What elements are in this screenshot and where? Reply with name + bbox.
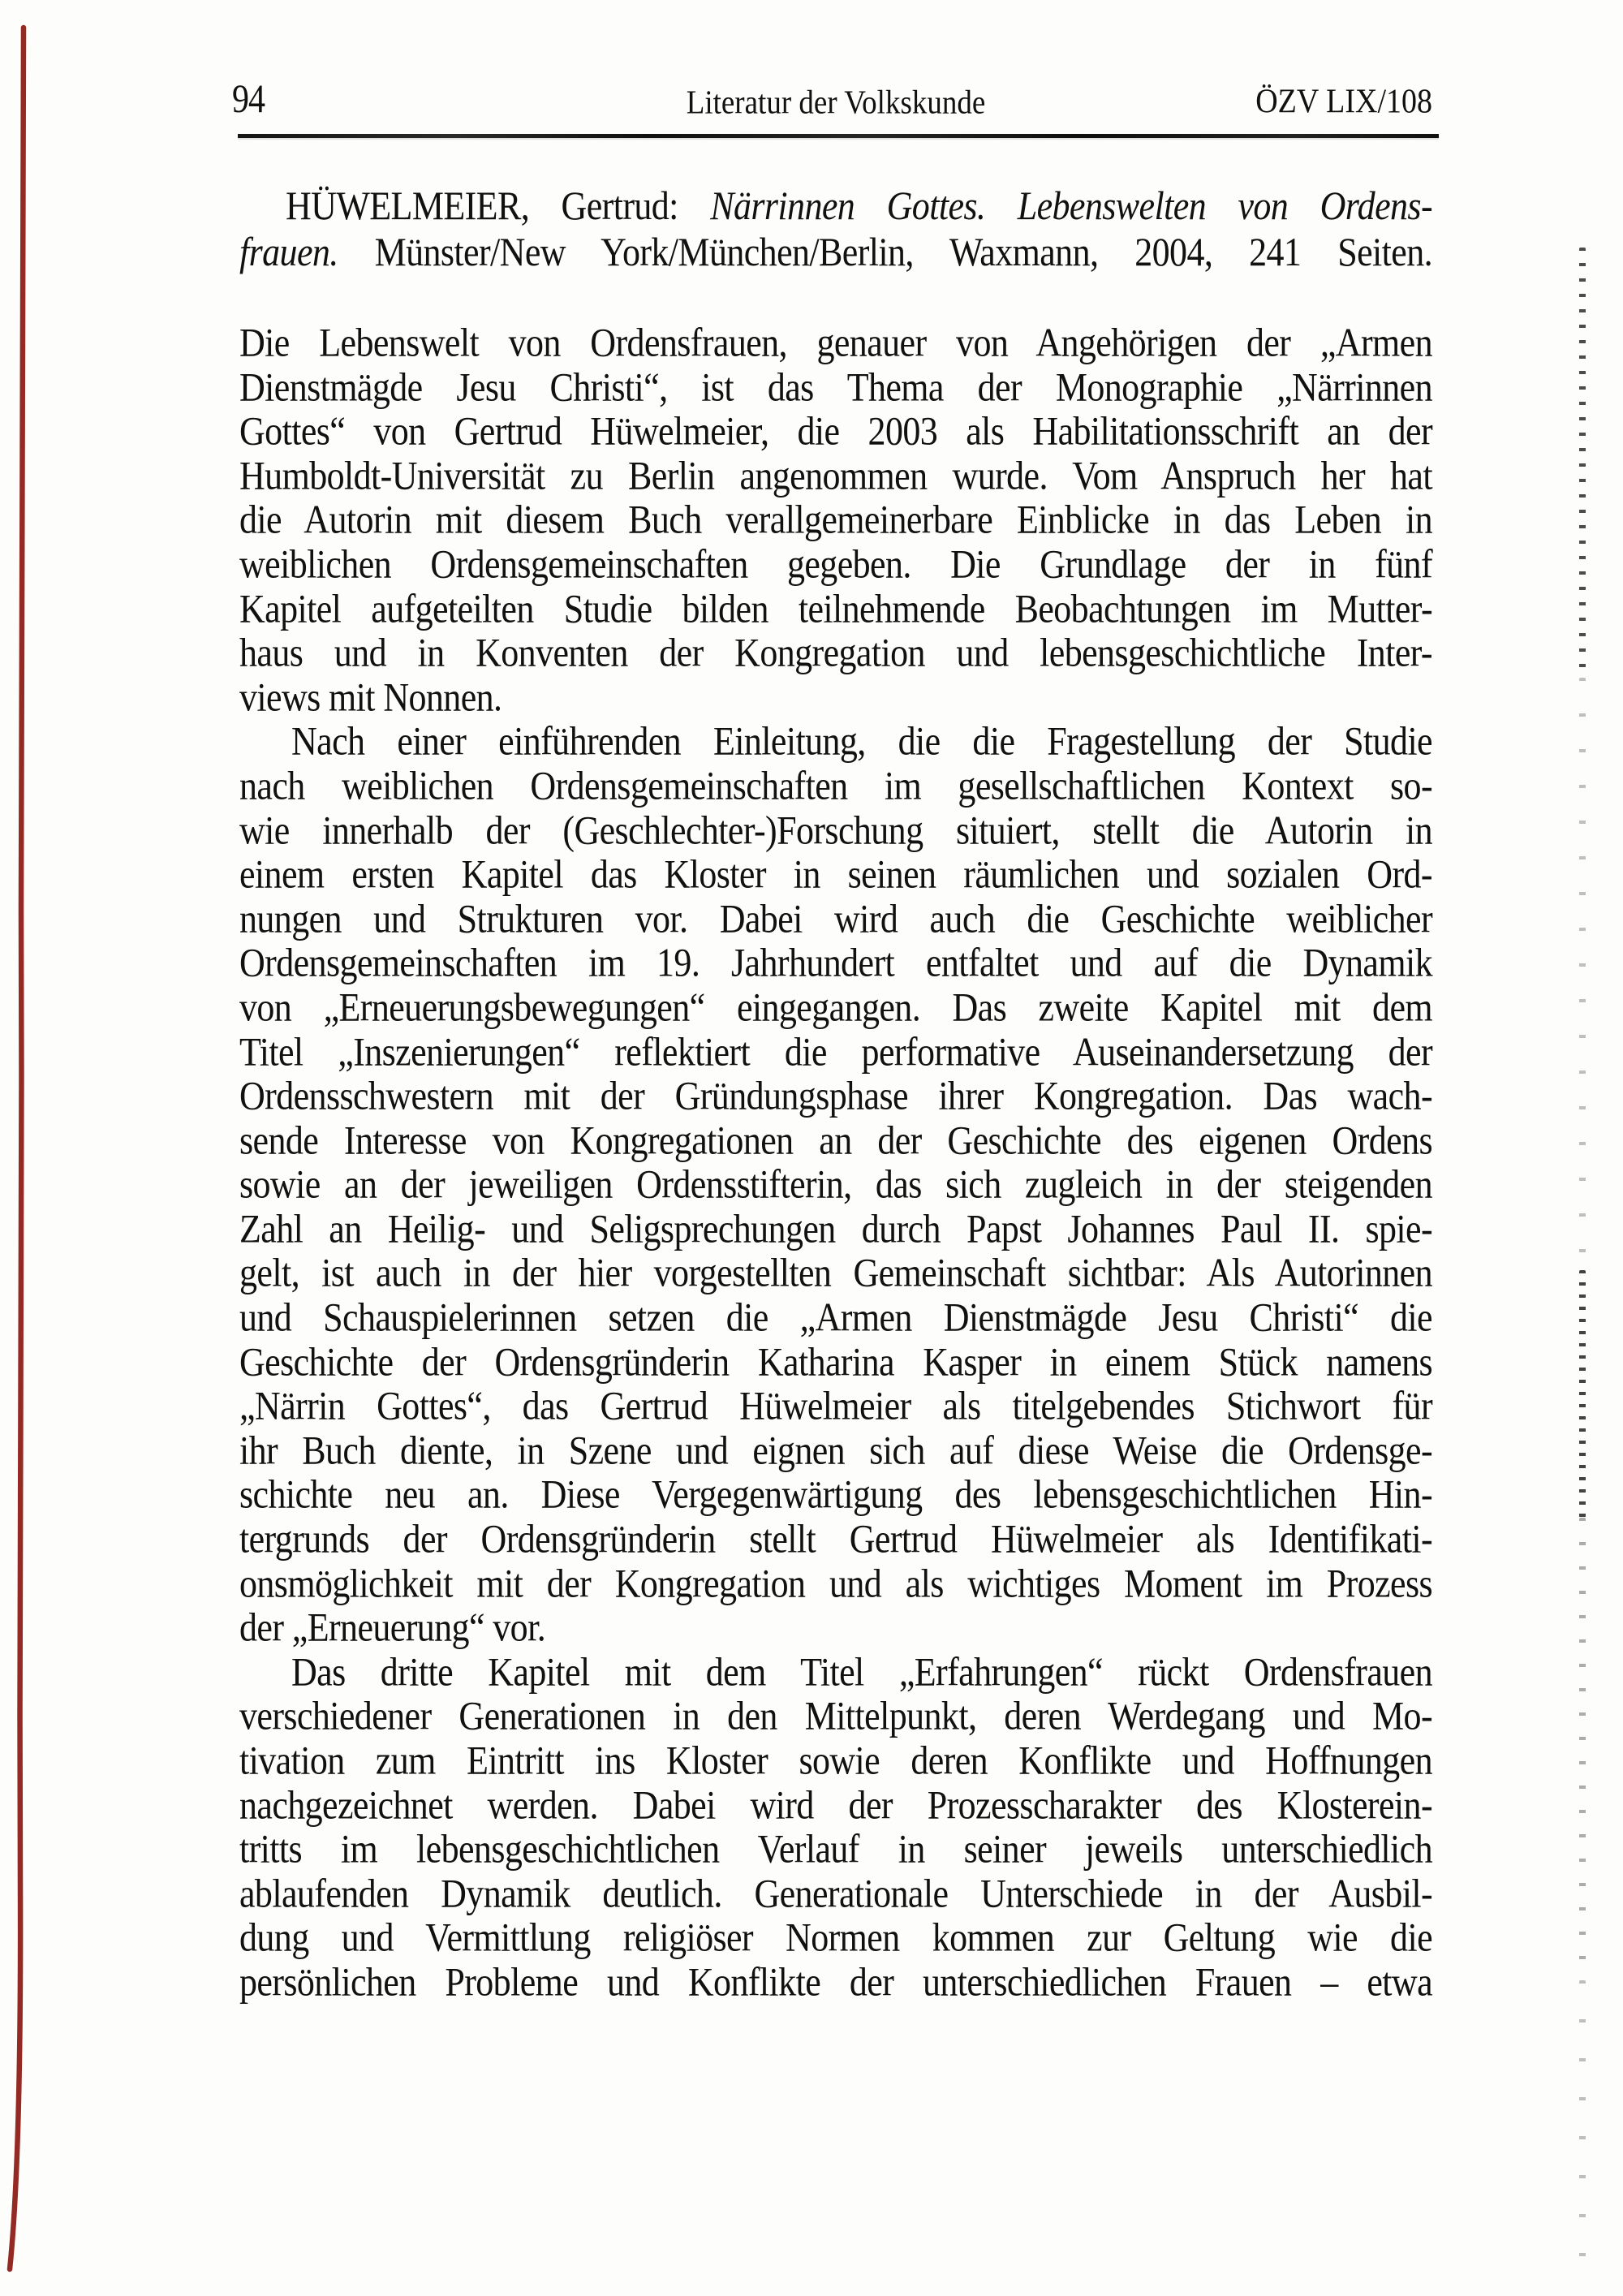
text-line: onsmöglichkeit mit der Kongregation und als wichtiges Moment im Prozess — [239, 1560, 1432, 1606]
text-line: „Närrin Gottes“, das Gertrud Hüwelmeier als titelgebendes Stichwort für — [239, 1383, 1432, 1428]
text-line: einem ersten Kapitel das Kloster in seinen räumlichen und sozialen Ord- — [239, 851, 1432, 897]
text-line: ablaufenden Dynamik deutlich. Generationale Unterschiede in der Ausbil- — [239, 1871, 1432, 1916]
text-line: gelt, ist auch in der hier vorgestellten Gemeinschaft sichtbar: Als Autorinnen — [239, 1250, 1432, 1296]
text-line: Titel „Inszenierungen“ reflektiert die performative Auseinandersetzung der — [239, 1028, 1432, 1075]
review-text — [239, 318, 1432, 2005]
text-line: sowie an der jeweiligen Ordensstifterin, das sich zugleich in der steigenden — [239, 1161, 1432, 1207]
citation-author: HÜWELMEIER, Gertrud: — [286, 183, 711, 229]
text-line: sende Interesse von Kongregationen an der Geschichte des eigenen Ordens — [239, 1117, 1432, 1163]
text-line: Die Lebenswelt von Ordensfrauen, genauer von Angehörigen der „Armen — [239, 320, 1432, 365]
text-line: Kapitel aufgeteilten Studie bilden teilnehmende Beobachtungen im Mutter- — [239, 585, 1432, 631]
text-line: Nach einer einführenden Einleitung, die die Fragestellung der Studie — [291, 718, 1432, 764]
text-line: tivation zum Eintritt ins Kloster sowie deren Konflikte und Hoffnungen — [239, 1738, 1432, 1783]
citation-imprint: Münster/New York/München/Berlin, Waxmann, 2004, 241 Seiten. — [338, 230, 1432, 275]
text-line: nach weiblichen Ordensgemeinschaften im gesellschaftlichen Kontext so- — [239, 763, 1432, 808]
edge-dots-segment — [1579, 1270, 1586, 1518]
text-line: Ordensgemeinschaften im 19. Jahrhundert entfaltet und auf die Dynamik — [239, 940, 1432, 985]
edge-dots-segment — [1579, 678, 1586, 1270]
text-line: Dienstmägde Jesu Christi“, ist das Thema der Monographie „Närrinnen — [239, 364, 1432, 410]
text-line: views mit Nonnen. — [239, 674, 502, 720]
text-line: persönlichen Probleme und Konflikte der unterschiedlichen Frauen – etwa — [239, 1959, 1432, 2005]
text-line: nungen und Strukturen vor. Dabei wird auch die Geschichte weiblicher — [239, 895, 1432, 941]
text-line: nachgezeichnet werden. Dabei wird der Prozesscharakter des Klosterein- — [239, 1781, 1432, 1828]
text-line: Das dritte Kapitel mit dem Titel „Erfahrungen“ rückt Ordensfrauen — [291, 1649, 1432, 1695]
text-line: Ordensschwestern mit der Gründungsphase ihrer Kongregation. Das wach- — [239, 1073, 1432, 1118]
text-line: tritts im lebensgeschichtlichen Verlauf in seiner jeweils unterschiedlich — [239, 1826, 1432, 1872]
text-line: Humboldt-Universität zu Berlin angenommen wurde. Vom Anspruch her hat — [239, 453, 1432, 498]
citation-line — [239, 226, 1432, 278]
text-line: und Schauspielerinnen setzen die „Armen Dienstmägde Jesu Christi“ die — [239, 1294, 1432, 1340]
text-line: die Autorin mit diesem Buch verallgemeinerbare Einblicke in das Leben in — [239, 497, 1432, 543]
text-line: Gottes“ von Gertrud Hüwelmeier, die 2003 als Habilitationsschrift an der — [239, 408, 1432, 454]
text-line: ihr Buch diente, in Szene und eignen sich auf diese Weise die Ordensge- — [239, 1428, 1432, 1473]
citation-title-italic: Närrinnen Gottes. Lebenswelten von Ordens- — [710, 183, 1432, 229]
running-title: Literatur der Volkskunde — [686, 84, 986, 122]
text-line: dung und Vermittlung religiöser Normen kommen zur Geltung wie die — [239, 1915, 1432, 1961]
text-line: weiblichen Ordensgemeinschaften gegeben. Die Grundlage der in fünf — [239, 541, 1432, 587]
text-line: verschiedener Generationen in den Mittelpunkt, deren Werdegang und Mo- — [239, 1693, 1432, 1739]
text-line: haus und in Konventen der Kongregation und lebensgeschichtliche Inter- — [239, 630, 1432, 675]
citation-title-italic: frauen. — [239, 230, 338, 275]
edge-dots-segment — [1579, 1518, 1586, 1980]
book-citation — [239, 180, 1432, 273]
text-line: Geschichte der Ordensgründerin Katharina Kasper in einem Stück namens — [239, 1338, 1432, 1385]
text-line: tergrunds der Ordensgründerin stellt Gertrud Hüwelmeier als Identifikati- — [239, 1516, 1432, 1562]
text-line: schichte neu an. Diese Vergegenwärtigung des lebensgeschichtlichen Hin- — [239, 1471, 1432, 1518]
header-rule — [238, 134, 1439, 138]
edge-dots-segment — [1579, 248, 1586, 678]
edge-dots-segment — [1579, 1980, 1586, 2268]
journal-ref: ÖZV LIX/108 — [1255, 82, 1432, 121]
text-line: wie innerhalb der (Geschlechter-)Forschung situiert, stellt die Autorin in — [239, 807, 1432, 853]
page-number: 94 — [232, 77, 265, 122]
text-line: von „Erneuerungsbewegungen“ eingegangen. Das zweite Kapitel mit dem — [239, 984, 1432, 1030]
citation-line — [239, 180, 1432, 232]
left-scan-streak — [0, 0, 49, 2296]
text-line: der „Erneuerung“ vor. — [239, 1605, 546, 1650]
text-line: Zahl an Heilig- und Seligsprechungen durch Papst Johannes Paul II. spie- — [239, 1206, 1432, 1251]
